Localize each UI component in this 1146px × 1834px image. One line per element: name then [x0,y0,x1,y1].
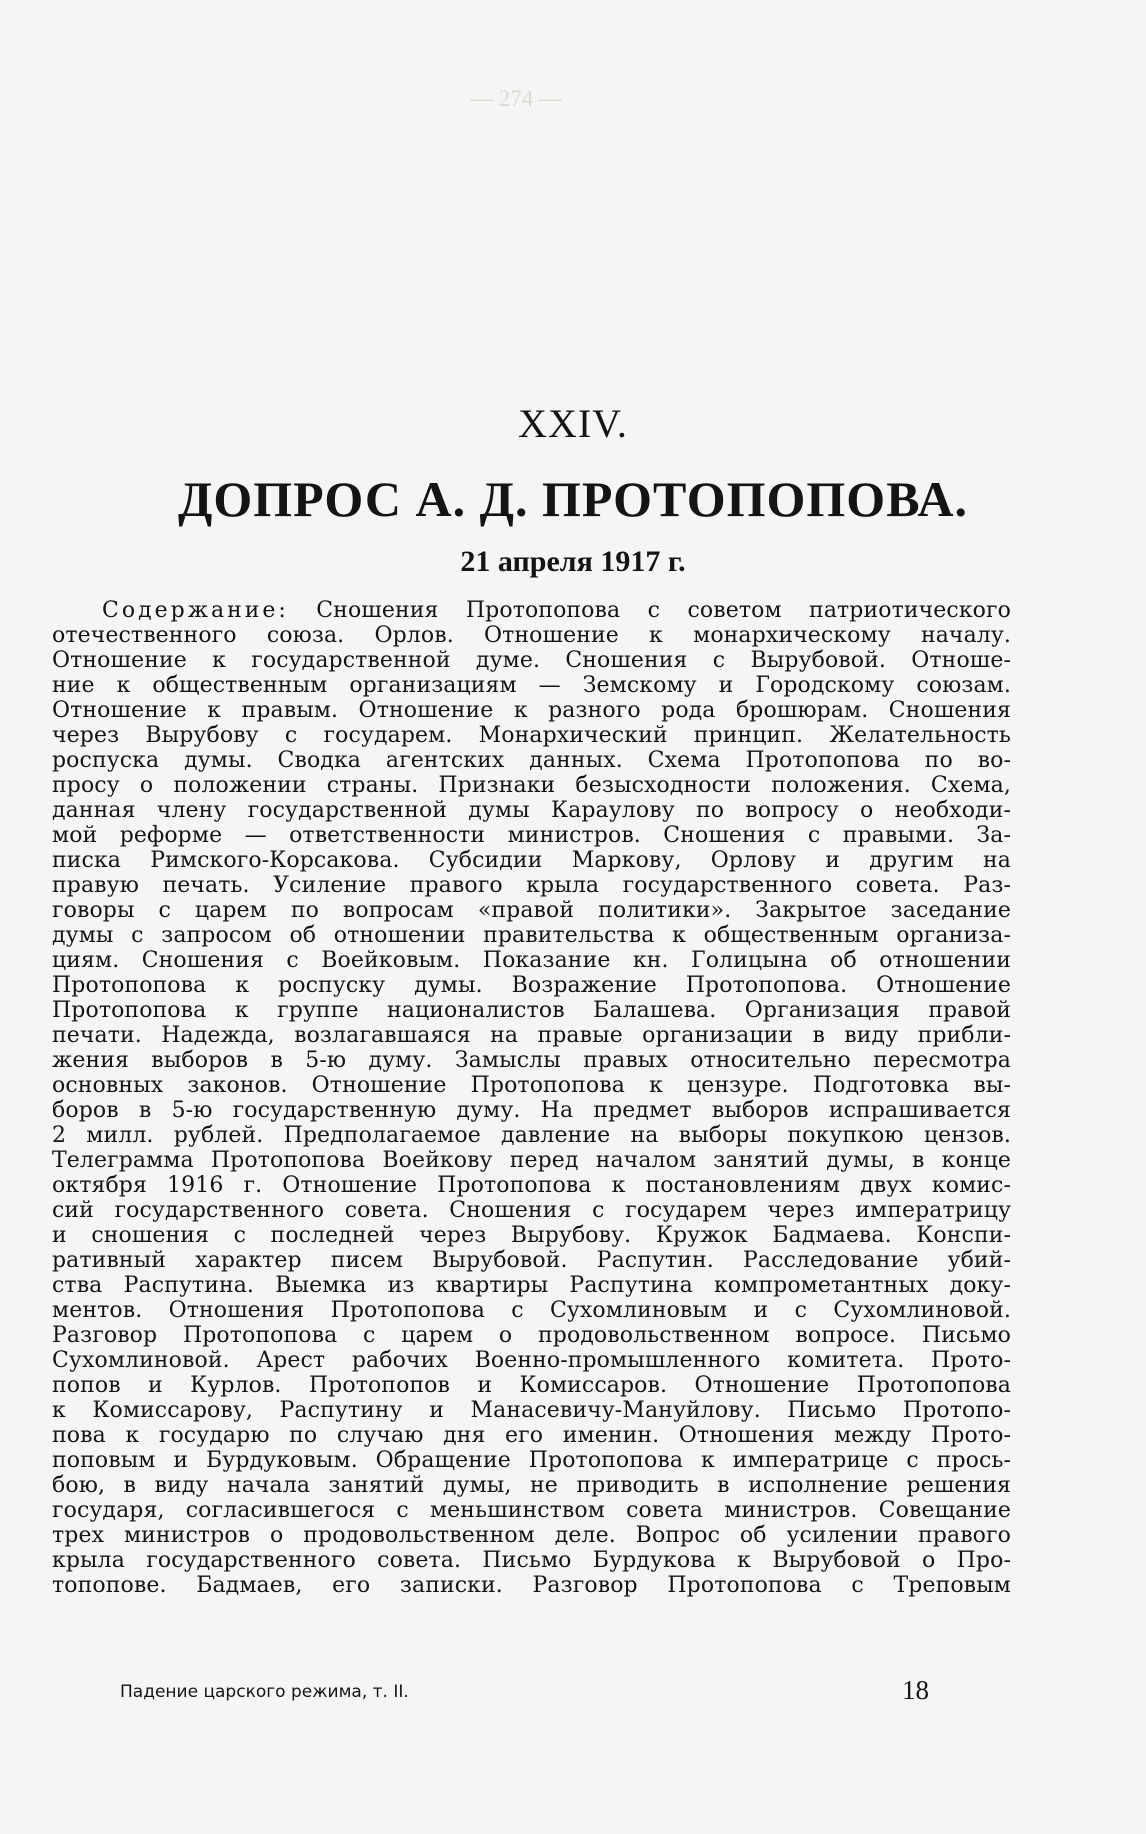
text-line: Содержание: Сношения Протопопова с советом патриотического [102,598,1011,623]
text-line: Сухомлиновой. Арест рабочих Военно-промышленного комитета. Прото- [52,1348,1011,1373]
text-line: и сношения с последней через Вырубову. Кружок Бадмаева. Конспи- [52,1223,1011,1248]
text-line: сий государственного совета. Сношения с государем через императрицу [52,1198,1011,1223]
text-line: ства Распутина. Выемка из квартиры Распутина компрометантных доку- [52,1273,1011,1298]
chapter-number: XXIV. [518,401,628,446]
text-line: отечественного союза. Орлов. Отношение к монархическому началу. [52,623,1011,648]
text-line: Отношение к государственной думе. Сношения с Вырубовой. Отноше- [52,648,1011,673]
text-line: через Вырубову с государем. Монархический принцип. Желательность [52,723,1011,748]
text-line: октября 1916 г. Отношение Протопопова к постановлениям двух комис- [52,1173,1011,1198]
text-line: поповым и Бурдуковым. Обращение Протопопова к императрице с прось- [52,1448,1011,1473]
text-line: мой реформе — ответственности министров. Сношения с правыми. За- [52,823,1011,848]
text-line: просу о положении страны. Признаки безысходности положения. Схема, [52,773,1011,798]
text-line: к Комиссарову, Распутину и Манасевичу-Мануйлову. Письмо Протопо- [52,1398,1011,1423]
text-line: топопове. Бадмаев, его записки. Разговор Протопопова с Треповым [52,1573,1011,1598]
text-line: Разговор Протопопова с царем о продовольственном вопросе. Письмо [52,1323,1011,1348]
text-line: бою, в виду начала занятий думы, не приводить в исполнение решения [52,1473,1011,1498]
footer-source: Падение царского режима, т. II. [120,1682,409,1702]
text-line: трех министров о продовольственном деле. Вопрос об усилении правого [52,1523,1011,1548]
text-line: Протопопова к роспуску думы. Возражение Протопопова. Отношение [52,973,1011,998]
chapter-title: ДОПРОС А. Д. ПРОТОПОПОВА. [177,471,969,527]
text-line: 2 милл. рублей. Предполагаемое давление на выборы покупкою цензов. [52,1123,1011,1148]
contents-paragraph [52,598,1011,1598]
text-line: роспуска думы. Сводка агентских данных. Схема Протопопова по во- [52,748,1011,773]
text-line: ментов. Отношения Протопопова с Сухомлиновым и с Сухомлиновой. [52,1298,1011,1323]
text-line: крыла государственного совета. Письмо Бурдукова к Вырубовой о Про- [52,1548,1011,1573]
text-line: государя, согласившегося с меньшинством совета министров. Совещание [52,1498,1011,1523]
text-line: пова к государю по случаю дня его именин. Отношения между Прото- [52,1423,1011,1448]
text-line: Телеграмма Протопопова Воейкову перед началом занятий думы, в конце [52,1148,1011,1173]
chapter-date: 21 апреля 1917 г. [460,545,686,578]
text-line: жения выборов в 5-ю думу. Замыслы правых относительно пересмотра [52,1048,1011,1073]
text-line: печати. Надежда, возлагавшаяся на правые организации в виду прибли- [52,1023,1011,1048]
text-line: основных законов. Отношение Протопопова к цензуре. Подготовка вы- [52,1073,1011,1098]
text-line: правую печать. Усиление правого крыла государственного совета. Раз- [52,873,1011,898]
text-line: Протопопова к группе националистов Балашева. Организация правой [52,998,1011,1023]
text-line: циям. Сношения с Воейковым. Показание кн. Голицына об отношении [52,948,1011,973]
text-line: говоры с царем по вопросам «правой политики». Закрытое заседание [52,898,1011,923]
text-line: писка Римского-Корсакова. Субсидии Маркову, Орлову и другим на [52,848,1011,873]
text-line: думы с запросом об отношении правительства к общественным организа- [52,923,1011,948]
signature-mark: 18 [902,1675,929,1705]
text-line: боров в 5-ю государственную думу. На предмет выборов испрашивается [52,1098,1011,1123]
text-line: данная члену государственной думы Караулову по вопросу о необходи- [52,798,1011,823]
text-line: ративный характер писем Вырубовой. Распутин. Расследование убий- [52,1248,1011,1273]
text-line: ние к общественным организациям — Земскому и Городскому союзам. [52,673,1011,698]
text-line: попов и Курлов. Протопопов и Комиссаров. Отношение Протопопова [52,1373,1011,1398]
text-line: Отношение к правым. Отношение к разного рода брошюрам. Сношения [52,698,1011,723]
bleed-through-text: — 274 — [470,86,562,111]
contents-lead: Содержание: [102,598,289,623]
